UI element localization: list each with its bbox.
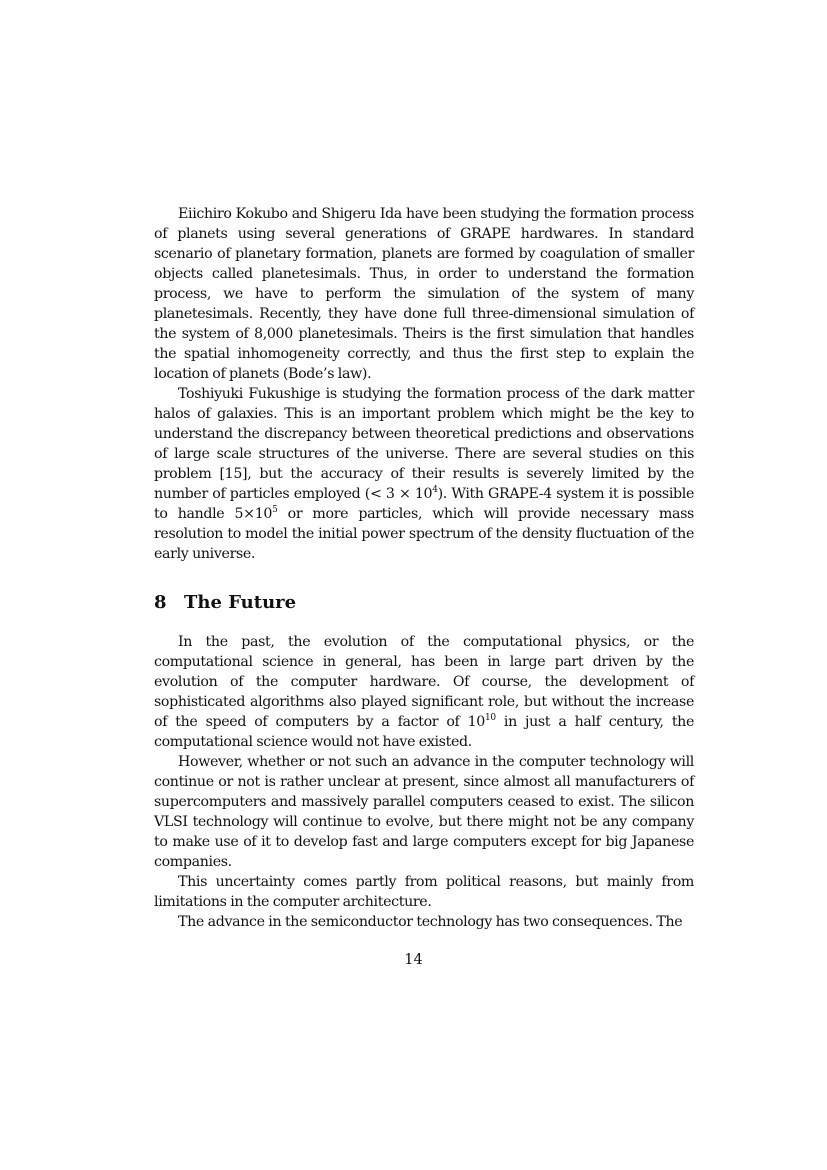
paragraph-kokubo-ida: Eiichiro Kokubo and Shigeru Ida have been studying the formation process of planets using several generations of GRAPE hardwares. In standard scenario of planetary formation, planets are formed by coagulation of smaller objects called planetesimals. Thus, in order to understand the formation process, we have to perform the simulation of the system of many planetesimals. Recently, they have done full three-dimensional simulation of the system of 8,000 planetesimals. Theirs is the first simulation that handles the spatial inhomogeneity correctly, and thus the first step to explain the location of planets (Bode’s law). [154,206,694,382]
paragraph-however-advance: However, whether or not such an advance in the computer technology will continue or not is rather unclear at present, since almost all manufacturers of supercomputers and massively parallel computers ceased to exist. The silicon VLSI technology will continue to evolve, but there might not be any company to make use of it to develop fast and large computers except for big Japanese companies. [154,754,694,870]
paragraph-semiconductor: The advance in the semiconductor technology has two consequences. The [178,914,683,930]
paragraph-past-evolution: In the past, the evolution of the computational physics, or the computational science in general, has been in large part driven by the evolution of the computer hardware. Of course, the development of sophisticated algorithms also played significant role, but without the increase of the speed of computers by a factor of $10^{10}$ in just a half century, the computational science would not have existed. [154,634,695,750]
paragraph-fukushige: Toshiyuki Fukushige is studying the formation process of the dark matter halos of galaxies. This is an important problem which might be the key to understand the discrepancy between theoretical predictions and observations of large scale structures of the universe. There are several studies on this problem [15], but the accuracy of their results is severely limited by the number of particles employed (< $3 \times 10^4$). With GRAPE-4 system it is possible to handle $5\times 10^5$ or more particles, which will provide necessary mass resolution to model the initial power spectrum of the density fluctuation of the early universe. [154,386,694,562]
superscript-exponent: 10 [484,713,496,723]
superscript-exponent: 4 [432,485,438,495]
paragraph-uncertainty: This uncertainty comes partly from political reasons, but mainly from limitations in the computer architecture. [154,874,694,910]
section-heading [154,591,694,615]
section-title: The Future [184,592,297,613]
section-number: 8 [154,592,167,613]
paper-page [154,204,694,932]
superscript-exponent: 5 [272,505,278,515]
page-number: 14 [404,952,423,968]
